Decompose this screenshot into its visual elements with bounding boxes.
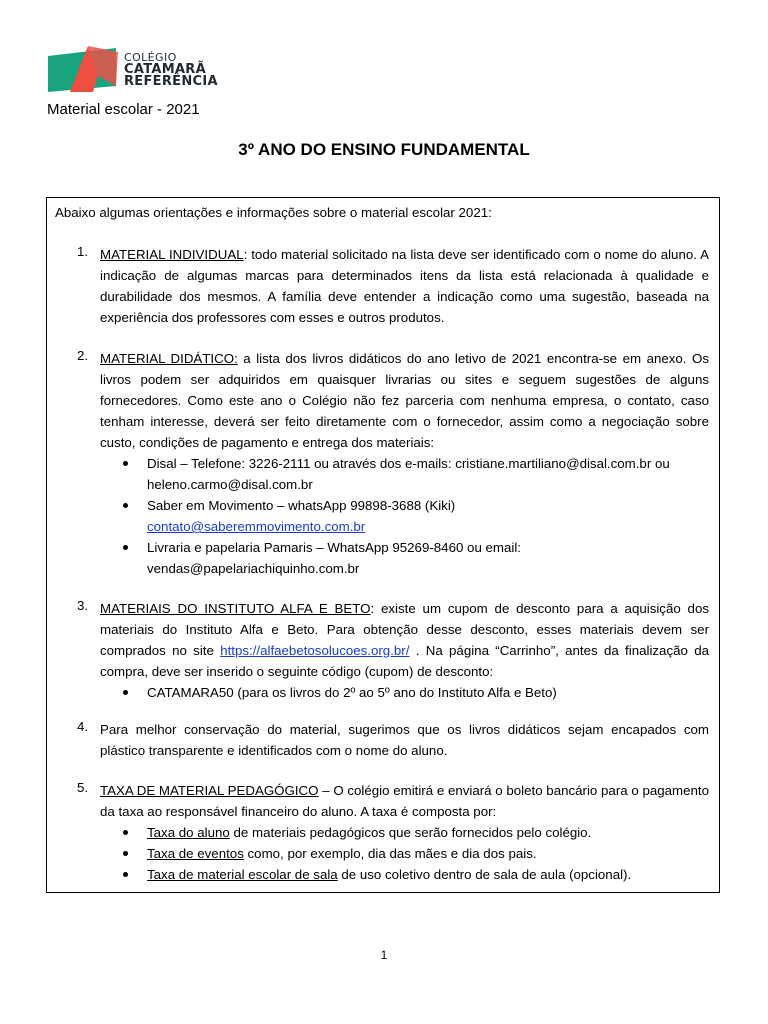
- item-number: 5.: [77, 780, 89, 795]
- supplier-list: [100, 453, 709, 579]
- page-number: 1: [380, 948, 388, 962]
- list-item-5: [55, 780, 709, 885]
- bullet-item: [100, 864, 709, 885]
- bullet-text: Saber em Movimento – whatsApp 99898-3688 (Kiki): [147, 498, 456, 513]
- item-heading: TAXA DE MATERIAL PEDAGÓGICO: [100, 783, 319, 798]
- bullet-item: [100, 843, 709, 864]
- bullet-item: [100, 495, 709, 537]
- item-number: 2.: [77, 348, 89, 363]
- item-number: 3.: [77, 598, 89, 613]
- item-text: : todo material solicitado na lista deve ser identificado com o nome do aluno. A indicação de algumas marcas para determinados itens da lista está relacionada à qualidade e durabilidade dos mesmos. A família deve entender a indicação como uma sugestão, baseada na experiência dos professores com esses e outros produtos.: [100, 247, 709, 325]
- fee-desc: como, por exemplo, dia das mães e dia dos pais.: [243, 846, 537, 861]
- fee-name: Taxa de material escolar de sala: [147, 867, 338, 882]
- item-heading: MATERIAL DIDÁTICO:: [100, 351, 238, 366]
- list-item-2: [55, 348, 709, 579]
- page-title: 3º ANO DO ENSINO FUNDAMENTAL: [238, 140, 530, 159]
- item-number: 1.: [77, 244, 89, 259]
- bullet-item: Livraria e papelaria Pamaris – WhatsApp 95269-8460 ou email: vendas@papelariachiquinho.com.br: [100, 537, 709, 579]
- item-text: : existe um cupom de desconto para a aquisição dos materiais do Instituto Alfa e Beto. Para obtenção desse desconto, esses materiais devem ser comprados no site: [100, 601, 709, 658]
- logo-line-2: CATAMARÃ: [124, 62, 206, 77]
- logo-wordmark: [124, 52, 218, 88]
- fee-name: Taxa de eventos: [147, 846, 244, 861]
- item-text: Para melhor conservação do material, sugerimos que os livros didáticos sejam encapados com plástico transparente e identificados com o nome do aluno.: [100, 722, 709, 758]
- fee-desc: de uso coletivo dentro de sala de aula (opcional).: [337, 867, 632, 882]
- info-box: [46, 197, 720, 893]
- bullet-item: CATAMARA50 (para os livros do 2º ao 5º ano do Instituto Alfa e Beto): [100, 682, 709, 703]
- item-text: – O colégio emitirá e enviará o boleto bancário para o pagamento da taxa ao responsável financeiro do aluno. A taxa é composta por:: [100, 783, 709, 819]
- item-number: 4.: [77, 719, 89, 734]
- item-heading: MATERIAIS DO INSTITUTO ALFA E BETO: [100, 601, 371, 616]
- bullet-item: [100, 822, 709, 843]
- item-text: . Na página “Carrinho”, antes da finalização da compra, deve ser inserido o seguinte código (cupom) de desconto:: [100, 643, 709, 679]
- logo-line-1: COLÉGIO: [124, 51, 177, 64]
- website-link[interactable]: https://alfaebetosolucoes.org.br/: [220, 643, 410, 658]
- fee-desc: de materiais pedagógicos que serão fornecidos pelo colégio.: [229, 825, 592, 840]
- document-subtitle: Material escolar - 2021: [47, 101, 200, 118]
- fee-list: [100, 822, 709, 885]
- fee-name: Taxa do aluno: [147, 825, 230, 840]
- list-item-4: [55, 719, 709, 761]
- intro-text: Abaixo algumas orientações e informações sobre o material escolar 2021:: [55, 205, 492, 220]
- coupon-list: [100, 682, 709, 703]
- list-item-3: [55, 598, 709, 703]
- bullet-item: Disal – Telefone: 3226-2111 ou através dos e-mails: cristiane.martiliano@disal.com.br ou heleno.carmo@disal.com.br: [100, 453, 709, 495]
- item-text: a lista dos livros didáticos do ano letivo de 2021 encontra-se em anexo. Os livros podem ser adquiridos em quaisquer livrarias ou sites e seguem sugestões de alguns fornecedores. Como este ano o Colégio não fez parceria com nenhuma empresa, o contato, caso tenham interesse, deverá ser feito diretamente com o fornecedor, assim como a negociação sobre custo, condições de pagamento e entrega dos materiais:: [100, 351, 710, 450]
- logo-line-3: REFERÊNCIA: [124, 74, 218, 89]
- list-item-1: [55, 244, 709, 328]
- email-link[interactable]: contato@saberemmovimento.com.br: [147, 519, 366, 534]
- item-heading: MATERIAL INDIVIDUAL: [100, 247, 244, 262]
